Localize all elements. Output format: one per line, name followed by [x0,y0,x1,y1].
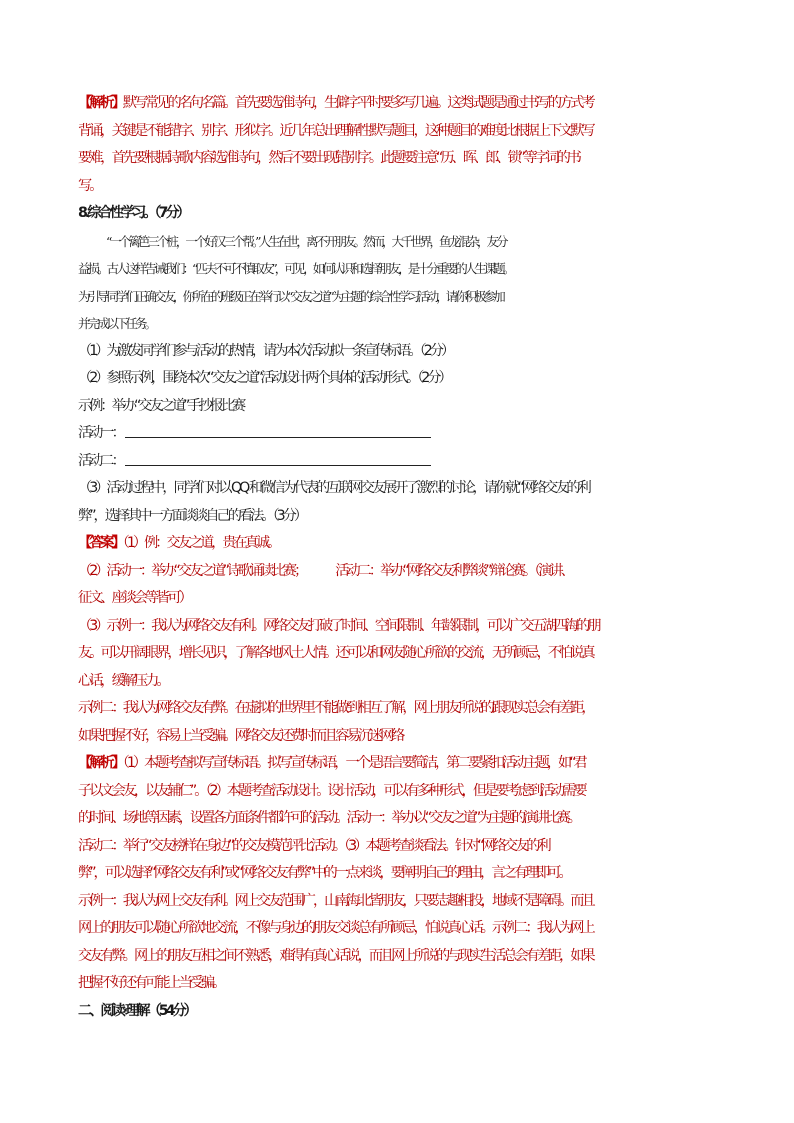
answer-line: 友。可以开阔眼界，增长见识，了解各地风土人情。还可以和网友随心所欲的交流，无所顾忌，不怕说真 [78,645,593,661]
answer-blank[interactable] [125,423,431,438]
answer-line: 【答案】（1）例：交友之道，贵在真诚。 [78,535,279,551]
passage-line: 并完成以下任务。 [78,316,155,331]
passage-line: 益损。古人这样告诫我们：“匹夫不可不慎取友”，可见，如何认识和选择朋友，是十分重要的人生课题。 [78,261,513,276]
answer-line: 如果把握不好，容易上当受骗。网络交友还费时而且容易沉迷网络 [78,727,403,744]
task-line: （3）活动过程中，同学们对以 QQ 和微信为代表的互联网交友展开了激烈的讨论，请你就“网络交友的利 [78,480,589,496]
activity-one-line: 活动一： [78,420,730,448]
analysis-tag: 【解析】 [78,755,123,771]
analysis-line: 【解析】（1）本题考查拟写宣传标语。拟写宣传标语，一个是语言要简洁，第二要紧扣活动主题，如“君 [78,755,585,771]
section-heading: 二、阅读·理解（54分） [78,1002,195,1019]
analysis-tag: 【解析】 [78,95,123,111]
answer-line: 征文、座谈会等皆可） [78,590,190,606]
analysis-line: 示例一：我认为网上交友有利。网上交友范围广，山南海北皆朋友，只要志趣相投，地域不是障碍。而且 [78,892,593,909]
analysis-line: 要难，首先要根据诗歌内容选准诗句，然后不要出现错别字。此题要注意“历、晖、郎、锁”等字词的书 [78,150,579,166]
analysis-line: 的时间、场地等因素，设置各方面条件都许可的活动。活动一：举办以“交友之道”为主题的演讲比赛。 [78,810,579,826]
analysis-line: 活动二：举行“交友榜样在身边”的交友模范评比活动。（3）本题考查谈看法。针对“网络交友的利 [78,837,549,854]
example-line: 示例：举办“交友之道”手抄报比赛 [78,397,244,414]
answer-line: 示例二：我认为网络交友有弊。在虚拟的世界里不能做到相互了解，网上朋友所说的跟现实总会有差距， [78,700,593,716]
analysis-line: 背诵，关键是不能错字、别字、形似字。近几年总出理解性默写题目，这种题目的难度比根据上下文默写 [78,122,593,139]
answer-line: 心话，缓解压力。 [78,672,168,689]
task-line: 弊”，选择其中一方面谈谈自己的看法。（3分） [78,507,306,524]
answer-line: （3）示例一：我认为网络交友有利。网络交友打破了时间、空间限制、年龄限制，可以广交五湖四海的朋 [78,617,599,634]
analysis-line: 子以文会友，以友辅仁”。（2）本题考查活动设计。设计活动，可以有多种形式，但是要考虑到活动需要 [78,782,585,799]
analysis-line: 弊”，可以选择“网络交友有利”或“网络交友有弊”中的一点来谈，要阐明自己的理由，言之有理即可。 [78,865,570,881]
task-line: （1）为激发同学们参与活动的热情，请为本次活动拟一条宣传标语。（2分） [78,342,453,359]
activity-two-line: 活动二： [78,448,730,476]
passage-line: 为引导同学们正确交友，你所在的班级正在举行以“交友之道”为主题的综合性学习活动，请你积极参加 [78,288,503,304]
analysis-line: 交友有弊。网上的朋友互相之间不熟悉，难得有真心话说，而且网上所说的与现实生活总会有差距，如果 [78,947,593,964]
analysis-line: 写。 [78,177,101,194]
answer-tag: 【答案】 [78,535,123,551]
task-line: （2）参照示例，围绕本次“交友之道”活动设计两个具体的活动形式。（2分） [78,370,450,386]
answer-blank[interactable] [125,451,431,466]
passage-line: “一个篱笆三个桩，一个好汉三个帮。”人生在世，离不开朋友。然而，大千世界，鱼龙混杂，友分 [106,233,506,249]
document-page [78,90,730,1025]
analysis-line: 【解析】默写常见的名句名篇。首先要选准诗句，生僻字平时要多写几遍。这类试题是通过书写的方式考 [78,95,593,111]
analysis-line: 网上的朋友可以随心所欲地交流，不像与身边的朋友交谈总有所顾忌，怕说真心话。示例二：我认为网上 [78,920,593,936]
analysis-line: 把握不好还有可能上当受骗。 [78,975,224,991]
question-heading: 8.综合性学习。（7分） [78,205,188,221]
answer-line: （2）活动一：举办“交友之道”诗歌诵读比赛； 活动二：举办“网络交友利弊谈”辩论赛。（演讲、 [78,562,572,579]
